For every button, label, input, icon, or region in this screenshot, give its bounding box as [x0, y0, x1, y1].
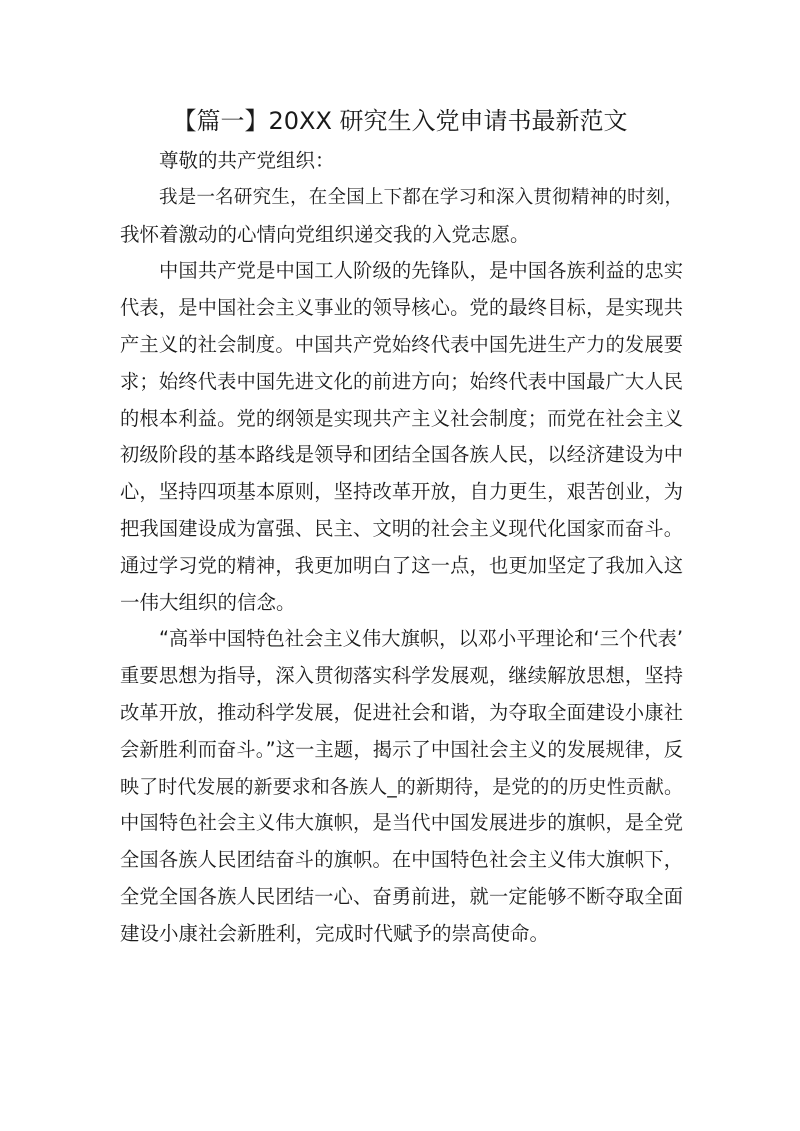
paragraph-line: 心，坚持四项基本原则，坚持改革开放，自力更生，艰苦创业，为 — [120, 480, 683, 504]
paragraph-line: 初级阶段的基本路线是领导和团结全国各族人民，以经济建设为中 — [120, 443, 683, 467]
paragraph-line: 全国各族人民团结奋斗的旗帜。在中国特色社会主义伟大旗帜下， — [120, 848, 683, 872]
document-body — [120, 143, 683, 953]
paragraph-line: 全党全国各族人民团结一心、奋勇前进，就一定能够不断夺取全面 — [120, 884, 683, 908]
paragraph-line: 我怀着激动的心情向党组织递交我的入党志愿。 — [120, 222, 530, 246]
paragraph-line: 中国共产党是中国工人阶级的先锋队，是中国各族利益的忠实 — [159, 259, 683, 283]
paragraph-party-nature — [120, 253, 683, 621]
paragraph-line: 会新胜利而奋斗。”这一主题，揭示了中国社会主义的发展规律，反 — [120, 737, 683, 761]
paragraph-line: 改革开放，推动科学发展，促进社会和谐，为夺取全面建设小康社 — [120, 700, 683, 724]
paragraph-line: 我是一名研究生，在全国上下都在学习和深入贯彻精神的时刻， — [159, 186, 683, 208]
paragraph-line: 的根本利益。党的纲领是实现共产主义社会制度；而党在社会主义 — [120, 406, 683, 430]
paragraph-line: 建设小康社会新胜利，完成时代赋予的崇高使命。 — [120, 921, 550, 945]
paragraph-intro — [120, 180, 683, 254]
paragraph-line: 中国特色社会主义伟大旗帜，是当代中国发展进步的旗帜，是全党 — [120, 811, 683, 835]
paragraph-line: “高举中国特色社会主义伟大旗帜，以邓小平理论和‘三个代表’ — [159, 627, 683, 651]
paragraph-line: 重要思想为指导，深入贯彻落实科学发展观，继续解放思想，坚持 — [120, 664, 683, 688]
paragraph-line: 映了时代发展的新要求和各族人_的新期待，是党的的历史性贡献。 — [120, 775, 683, 798]
paragraph-theme — [120, 621, 683, 952]
document-title: 【篇一】20XX 研究生入党申请书最新范文 — [172, 107, 628, 135]
paragraph-line: 一伟大组织的信念。 — [120, 590, 296, 614]
paragraph-line: 把我国建设成为富强、民主、文明的社会主义现代化国家而奋斗。 — [120, 516, 683, 540]
paragraph-line: 通过学习党的精神，我更加明白了这一点，也更加坚定了我加入这 — [120, 553, 683, 577]
paragraph-line: 代表，是中国社会主义事业的领导核心。党的最终目标，是实现共 — [120, 296, 683, 320]
salutation: 尊敬的共产党组织： — [159, 149, 335, 172]
paragraph-line: 求；始终代表中国先进文化的前进方向；始终代表中国最广大人民 — [120, 369, 683, 393]
paragraph-line: 产主义的社会制度。中国共产党始终代表中国先进生产力的发展要 — [120, 332, 683, 356]
